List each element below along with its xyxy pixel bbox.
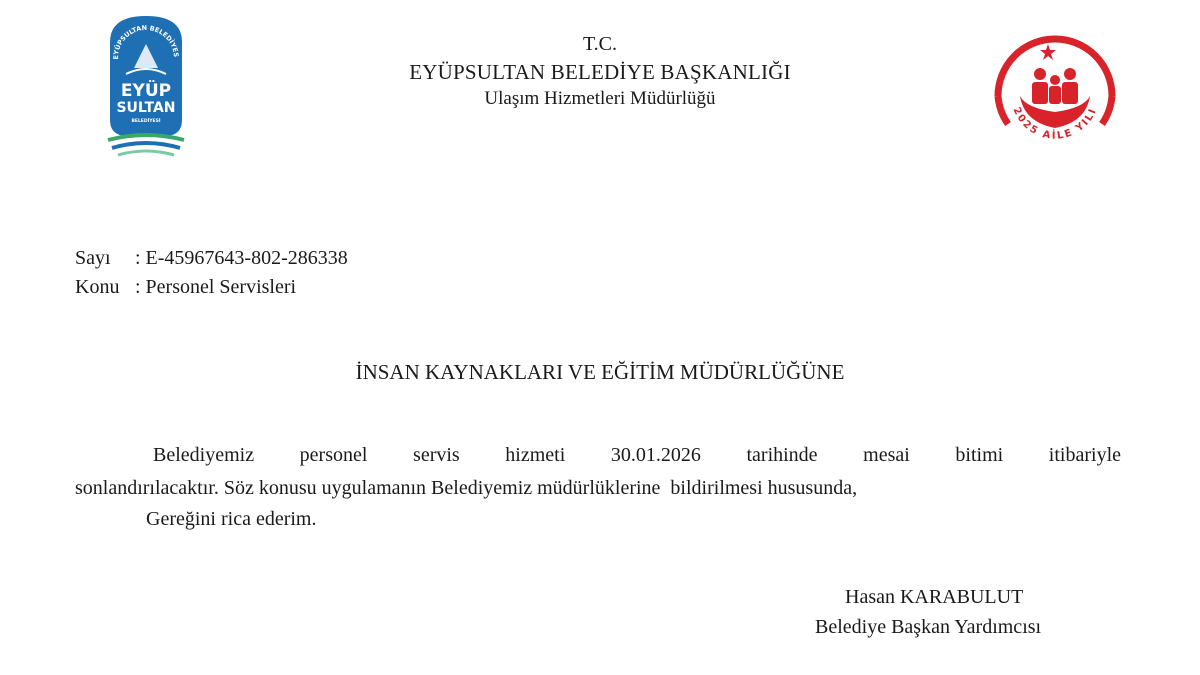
konu-label: Konu xyxy=(75,276,120,298)
header-tc: T.C. xyxy=(582,33,618,55)
logo-text-eyup: EYÜP xyxy=(120,81,172,101)
recipient: İNSAN KAYNAKLARI VE EĞİTİM MÜDÜRLÜĞÜNE xyxy=(355,360,845,384)
konu-value: : Personel Servisleri xyxy=(135,276,297,298)
signatory-title: Belediye Başkan Yardımcısı xyxy=(815,616,1042,638)
header-department: Ulaşım Hizmetleri Müdürlüğü xyxy=(484,88,716,109)
body-line1-text: Belediyemiz personel servis hizmeti 30.01.2026 tarihinde mesai bitimi itibariyle xyxy=(153,444,1121,466)
sayi-row xyxy=(75,247,348,270)
body-paragraph-line1 xyxy=(75,444,1121,467)
logo-text-sultan: SULTAN xyxy=(116,100,176,116)
sayi-value: : E-45967643-802-286338 xyxy=(135,247,348,269)
closing-line: Gereğini rica ederim. xyxy=(146,508,317,530)
body-paragraph-line2: sonlandırılacaktır. Söz konusu uygulamanın Belediyemiz müdürlüklerine bildirilmesi hususunda, xyxy=(75,477,858,499)
logo-arc-text: EYÜPSULTAN BELEDİYES xyxy=(111,23,181,60)
signatory-name: Hasan KARABULUT xyxy=(845,586,1024,608)
logo-aile-yili-text: 2025 AİLE YILI xyxy=(1010,105,1100,142)
header-institution: EYÜPSULTAN BELEDİYE BAŞKANLIĞI xyxy=(409,60,791,84)
konu-row xyxy=(75,276,296,299)
logo-text-small: BELEDİYESİ xyxy=(131,119,161,124)
sayi-label: Sayı xyxy=(75,247,111,269)
